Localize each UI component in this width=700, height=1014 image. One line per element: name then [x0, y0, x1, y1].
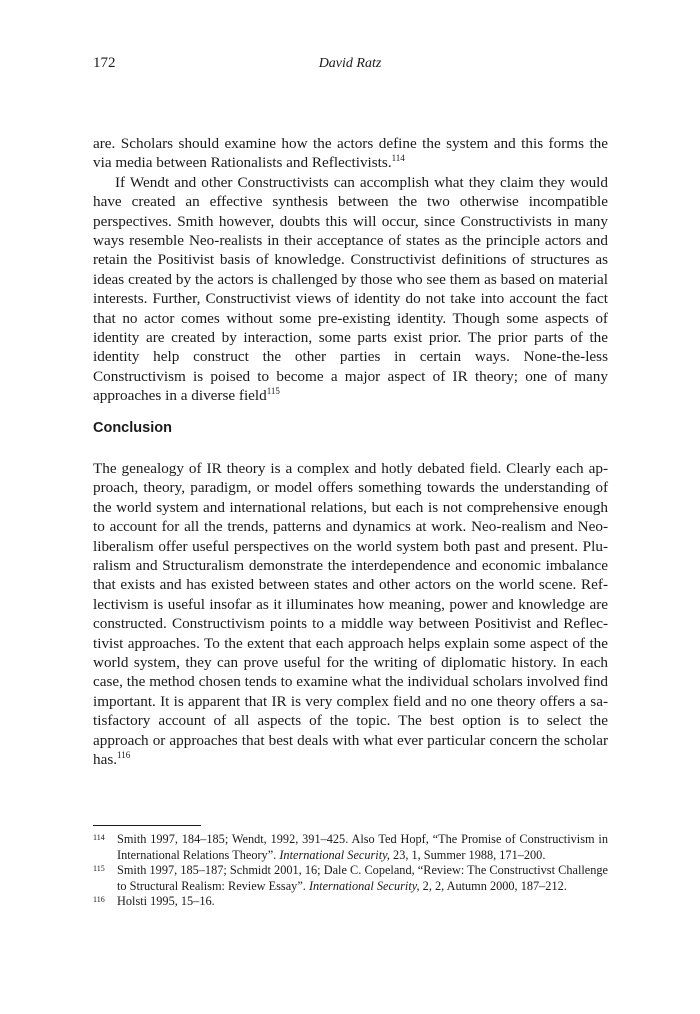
page-number: 172	[93, 55, 116, 71]
footnote-ref: 116	[117, 750, 131, 761]
footnote-text	[117, 863, 608, 894]
footnote-text-part: Smith 1997, 185–187; Schmidt 2001, 16; Dale C. Copeland, “Review: The Constructivst Challenge to Structural Realism: Review Essay”.	[117, 863, 608, 893]
footnote-text-part: 2, 2, Autumn 2000, 187–212.	[419, 878, 567, 893]
footnote-text	[117, 832, 608, 863]
paragraph-text: The genealogy of IR theory is a complex and hotly debated field. Clearly each approach, theory, paradigm, or model offers something towards the understanding of the world system and international relations, but each is not comprehensive enough to account for all the trends, patterns and dynamics at work. Neo-realism and Neoliberalism offer useful perspectives on the world system both past and present. Pluralism and Structuralism demonstrate the interdependence and economic imbalance that exists and has existed between states and other actors on the world scene. Reflectivism is useful insofar as it illuminates how meaning, power and knowledge are constructed. Constructivism points to a middle way between Positivist and Reflectivist approaches. To the extent that each approach helps explain some aspect of the world system, they can prove useful for the writing of diplomatic history. In each case, the method chosen tends to examine what the individual scholars involved find important. It is apparent that IR is very complex field and no one theory offers a satisfactory account of all aspects of the topic. The best option is to select the approach or approaches that best deals with what ever particular concern the scholar has.	[93, 460, 608, 769]
footnote-number: 116	[93, 895, 105, 905]
footnote	[93, 894, 608, 910]
footnote	[93, 863, 608, 894]
paragraph	[93, 134, 608, 173]
conclusion-text	[93, 459, 608, 770]
running-head: David Ratz	[318, 56, 382, 71]
footnote-number: 114	[93, 833, 105, 842]
section-heading: Conclusion	[93, 420, 172, 436]
paragraph	[93, 459, 608, 770]
footnote-text-part: Smith 1997, 184–185; Wendt, 1992, 391–425. Also Ted Hopf, “The Promise of Constructivism in International Relations Theory”.	[117, 832, 608, 862]
journal-title: International Security,	[279, 847, 390, 862]
footnote-rule	[93, 825, 201, 826]
footnotes	[93, 832, 608, 910]
footnote-ref: 115	[266, 386, 280, 397]
body-text	[93, 134, 608, 406]
footnote-text-part: 23, 1, Summer 1988, 171–200.	[389, 847, 546, 862]
footnote-text	[117, 894, 608, 910]
paragraph	[93, 173, 608, 406]
journal-title: International Security,	[308, 878, 420, 893]
footnote	[93, 832, 608, 863]
paragraph-text: are. Scholars should examine how the actors define the system and this forms the via media between Rationalists and Reflectivists.	[93, 135, 608, 172]
footnote-ref: 114	[391, 153, 405, 164]
paragraph-text: If Wendt and other Constructivists can accomplish what they claim they would have created an effective synthesis between the two otherwise incompatible perspectives. Smith however, doubts this will occur, since Constructivists in many ways resemble Neo-realists in their acceptance of states as the principle actors and retain the Positivist basis of knowledge. Constructivist definitions of structures as ideas created by the actors is challenged by those who see them as based on material interests. Further, Constructivist views of identity do not take into account the fact that no actor comes without some pre-existing identity. Though some aspects of identity are created by interaction, some parts exist prior. The prior parts of the identity help construct the other parties in certain ways. None-the-less Constructivism is poised to become a major aspect of IR theory; one of many approaches in a diverse field	[93, 173, 608, 405]
footnote-number: 115	[93, 864, 105, 874]
footnote-text-part: Holsti 1995, 15–16.	[117, 894, 215, 909]
